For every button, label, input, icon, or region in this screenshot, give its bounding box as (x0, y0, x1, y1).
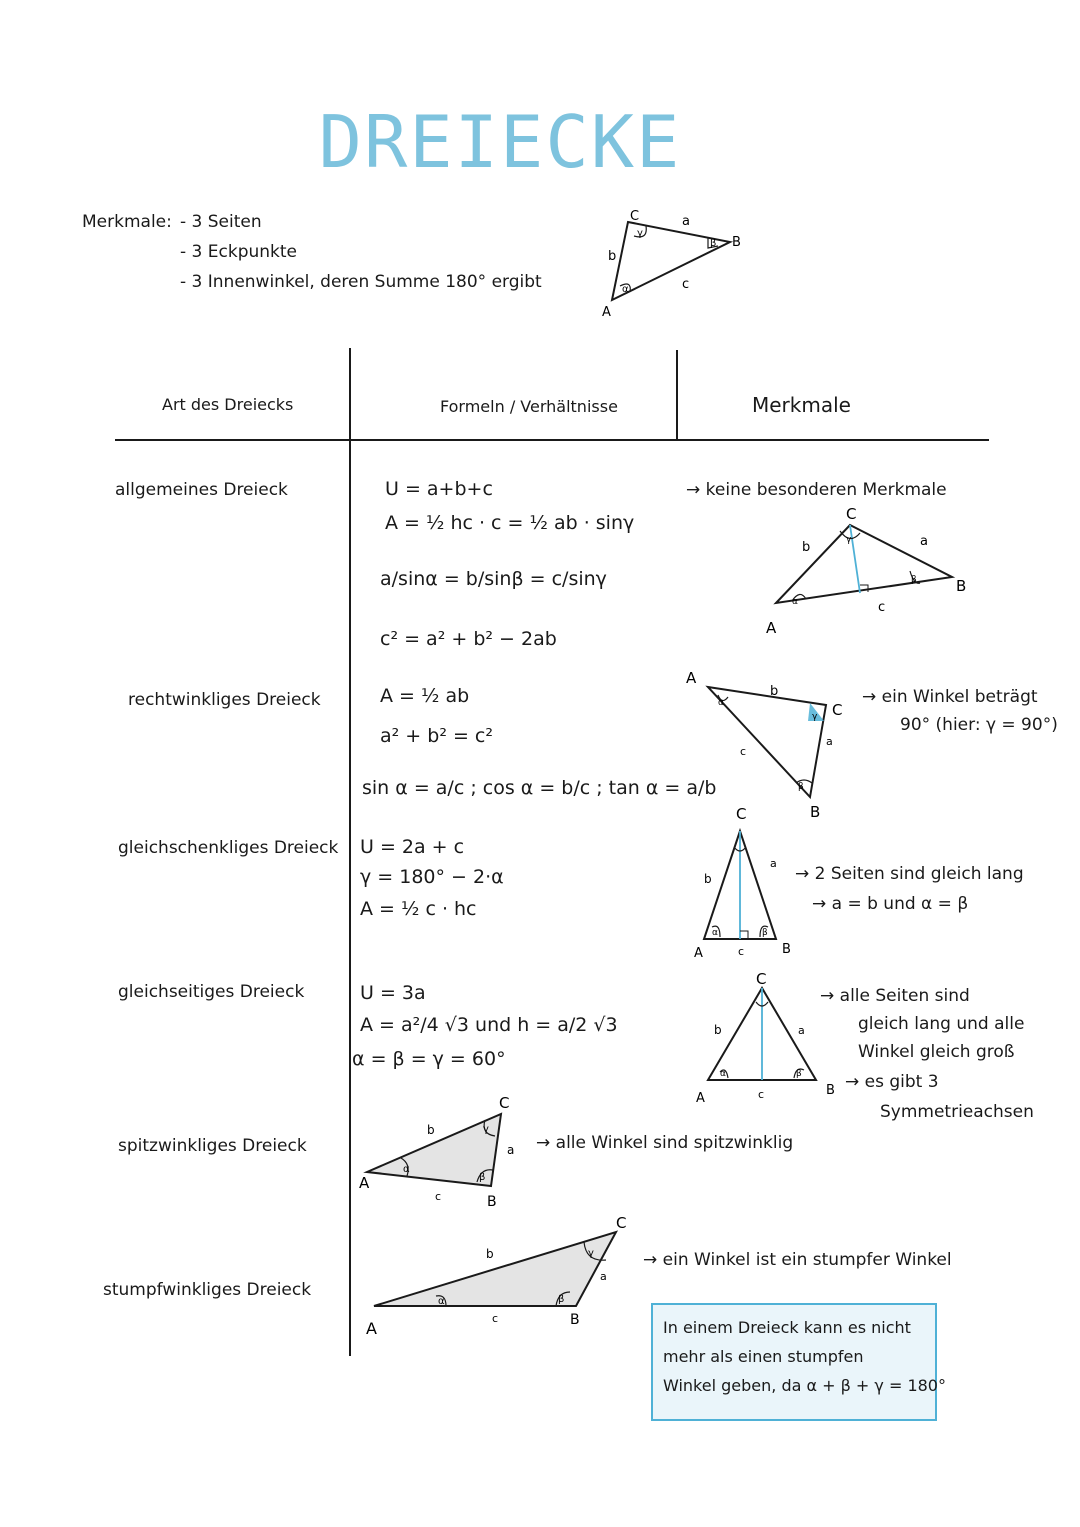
merkmal-item: - 3 Innenwinkel, deren Summe 180° ergibt (180, 272, 542, 292)
label-B: B (826, 1083, 835, 1098)
merkmal-gleichseitig-5: Symmetrieachsen (880, 1102, 1034, 1122)
label-a: a (826, 735, 833, 748)
formula-gleichseitig-2: A = a²/4 √3 und h = a/2 √3 (360, 1014, 618, 1036)
merkmal-gleichseitig-1: → alle Seiten sind (820, 986, 970, 1006)
label-a: a (798, 1024, 805, 1037)
note-line: In einem Dreieck kann es nicht (663, 1318, 911, 1337)
formula-allgemein-3: a/sinα = b/sinβ = c/sinγ (380, 568, 607, 590)
page-title: DREIECKE (318, 100, 682, 184)
label-gamma: γ (812, 712, 818, 722)
label-b: b (770, 684, 779, 699)
merkmal-rechtwinklig-2: 90° (hier: γ = 90°) (900, 715, 1058, 735)
label-beta: β (798, 782, 804, 792)
label-C: C (616, 1214, 627, 1232)
label-alpha: α (712, 928, 718, 938)
label-C: C (756, 970, 767, 988)
label-beta: β (710, 238, 717, 249)
formula-gleichschenklig-2: γ = 180° − 2·α (360, 866, 504, 888)
note-line: Winkel geben, da α + β + γ = 180° (663, 1376, 946, 1395)
diagram-gleichschenklig (690, 803, 810, 963)
formula-rechtwinklig-3: sin α = a/c ; cos α = b/c ; tan α = a/b (362, 777, 717, 799)
label-C: C (499, 1094, 510, 1112)
label-A: A (602, 305, 611, 320)
label-A: A (686, 669, 697, 687)
label-c: c (878, 600, 886, 615)
label-c: c (435, 1190, 442, 1203)
label-c: c (492, 1312, 499, 1325)
merkmal-item: - 3 Seiten (180, 212, 262, 232)
label-beta: β (911, 575, 917, 585)
row-name-gleichschenklig: gleichschenkliges Dreieck (118, 838, 339, 858)
label-a: a (682, 214, 690, 229)
top-triangle (590, 200, 750, 320)
row-name-spitzwinklig: spitzwinkliges Dreieck (118, 1136, 307, 1156)
label-beta: β (762, 928, 768, 938)
label-a: a (600, 1270, 607, 1283)
merkmal-gleichschenklig-1: → 2 Seiten sind gleich lang (795, 864, 1024, 884)
formula-allgemein-2: A = ½ hc · c = ½ ab · sinγ (385, 512, 635, 534)
label-B: B (732, 235, 741, 250)
label-beta: β (796, 1069, 802, 1079)
row-name-rechtwinklig: rechtwinkliges Dreieck (128, 690, 321, 710)
label-C: C (846, 505, 857, 523)
label-b: b (427, 1123, 435, 1137)
label-A: A (696, 1091, 705, 1106)
label-c: c (758, 1088, 765, 1101)
label-c: c (740, 745, 747, 758)
merkmale-label: Merkmale: (82, 212, 172, 232)
merkmal-gleichseitig-3: Winkel gleich groß (858, 1042, 1015, 1062)
label-b: b (486, 1247, 494, 1261)
label-alpha: α (403, 1164, 410, 1175)
label-alpha: α (720, 1069, 726, 1079)
note-box (651, 1303, 946, 1421)
label-b: b (802, 540, 811, 555)
label-gamma: γ (637, 228, 643, 239)
formula-rechtwinklig-1: A = ½ ab (380, 685, 470, 707)
label-gamma: γ (483, 1124, 489, 1135)
label-A: A (366, 1319, 377, 1338)
merkmal-stumpfwinklig: → ein Winkel ist ein stumpfer Winkel (643, 1250, 952, 1270)
merkmal-spitzwinklig: → alle Winkel sind spitzwinklig (536, 1133, 794, 1153)
label-B: B (487, 1194, 497, 1210)
merkmal-rechtwinklig-1: → ein Winkel beträgt (862, 687, 1038, 707)
merkmal-item: - 3 Eckpunkte (180, 242, 297, 262)
label-B: B (810, 803, 821, 821)
label-beta: β (479, 1172, 486, 1183)
label-C: C (832, 701, 843, 719)
table-divider-left (349, 348, 351, 1356)
label-gamma: γ (846, 535, 852, 545)
merkmal-gleichschenklig-2: → a = b und α = β (812, 894, 969, 914)
label-alpha: α (622, 284, 629, 295)
label-b: b (714, 1023, 722, 1037)
merkmal-gleichseitig-2: gleich lang und alle (858, 1014, 1025, 1034)
formula-gleichseitig-1: U = 3a (360, 982, 426, 1004)
header-merkmale: Merkmale (752, 393, 851, 417)
label-alpha: α (792, 597, 798, 607)
formula-gleichschenklig-1: U = 2a + c (360, 836, 465, 858)
note-line: mehr als einen stumpfen (663, 1347, 864, 1366)
label-b: b (608, 249, 617, 264)
formula-rechtwinklig-2: a² + b² = c² (380, 725, 493, 747)
label-B: B (570, 1312, 580, 1328)
formula-allgemein-4: c² = a² + b² − 2ab (380, 628, 557, 650)
table-header-line (115, 439, 989, 441)
label-c: c (682, 277, 690, 292)
row-name-stumpfwinklig: stumpfwinkliges Dreieck (103, 1280, 312, 1300)
label-beta: β (558, 1294, 565, 1305)
label-a: a (507, 1143, 515, 1157)
formula-allgemein-1: U = a+b+c (385, 478, 493, 500)
label-C: C (736, 805, 747, 823)
label-B: B (782, 942, 791, 957)
diagram-stumpfwinklig (360, 1210, 650, 1345)
label-A: A (766, 619, 777, 637)
diagram-allgemein (760, 505, 980, 640)
merkmal-gleichseitig-4: → es gibt 3 (845, 1072, 939, 1092)
label-alpha: α (438, 1296, 445, 1307)
merkmal-allgemein: → keine besonderen Merkmale (686, 480, 947, 500)
label-alpha: α (718, 698, 724, 708)
diagram-spitzwinklig (355, 1090, 535, 1210)
label-C: C (630, 209, 640, 224)
label-B: B (956, 577, 967, 595)
row-name-gleichseitig: gleichseitiges Dreieck (118, 982, 305, 1002)
diagram-rechtwinklig (684, 665, 864, 825)
label-c: c (738, 945, 745, 958)
label-a: a (920, 534, 928, 549)
table-divider-right (676, 350, 678, 440)
header-art: Art des Dreiecks (162, 395, 294, 414)
label-A: A (694, 946, 703, 961)
formula-gleichseitig-3: α = β = γ = 60° (352, 1048, 506, 1070)
label-gamma: γ (588, 1248, 594, 1259)
label-a: a (770, 857, 777, 870)
row-name-allgemein: allgemeines Dreieck (115, 480, 288, 500)
label-b: b (704, 872, 712, 886)
formula-gleichschenklig-3: A = ½ c · hc (360, 898, 477, 920)
label-A: A (359, 1174, 370, 1192)
header-formeln: Formeln / Verhältnisse (440, 397, 618, 416)
